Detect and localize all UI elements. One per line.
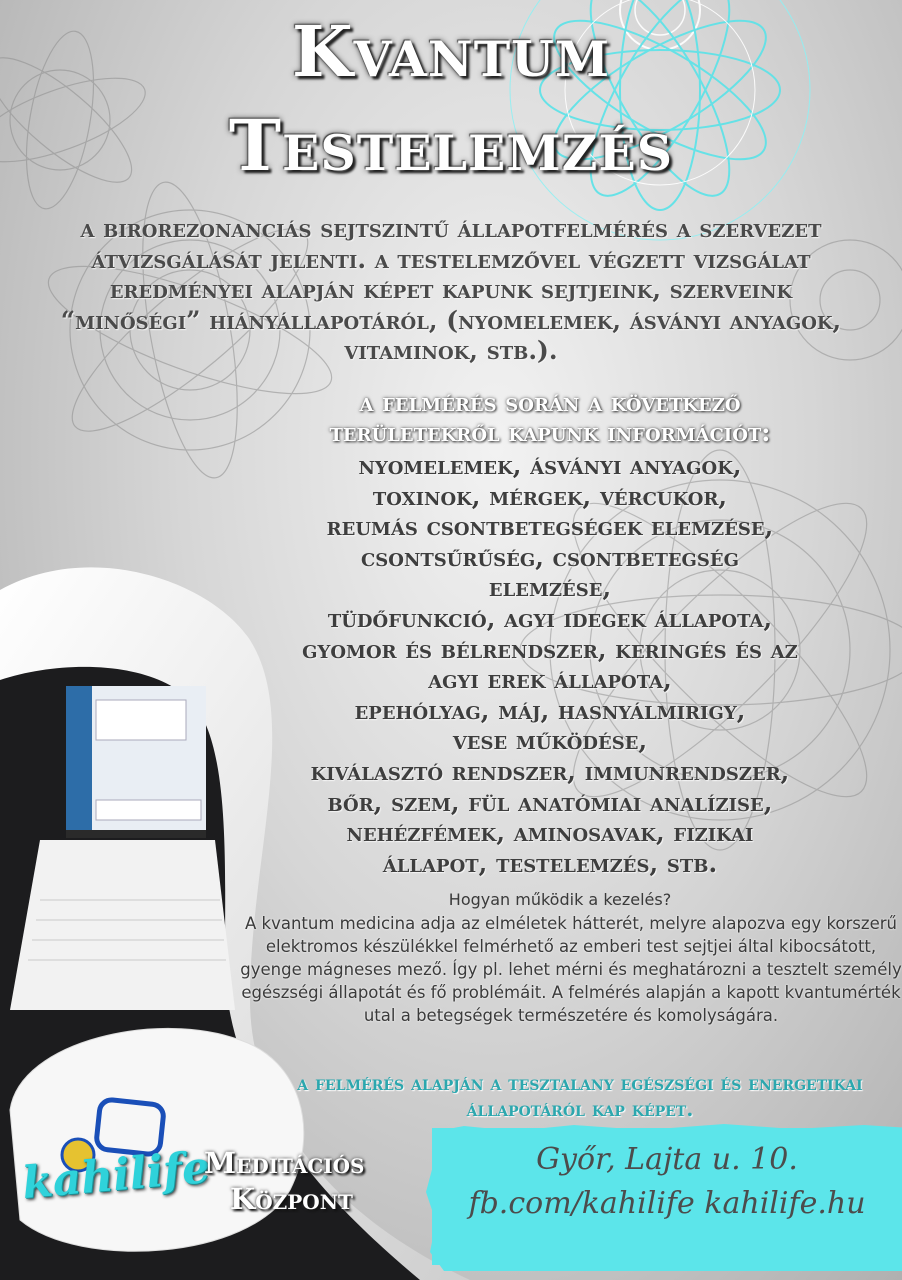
list-item: kiválasztó rendszer, immunrendszer, [310, 756, 790, 786]
logo-brand: kahilife [20, 1141, 212, 1210]
contact-web[interactable]: fb.com/kahilife kahilife.hu [468, 1186, 866, 1221]
list-item: epehólyag, máj, hasnyálmirigy, [354, 695, 746, 725]
areas-heading-line-2: területekről kapunk információt: [329, 418, 771, 447]
list-item: bőr, szem, fül anatómiai analízise, [327, 787, 773, 817]
list-item: reumás csontbetegségek elemzése, [326, 512, 774, 542]
areas-heading-line-1: a felmérés során a következő [359, 388, 741, 417]
logo-line-2: Központ [230, 1182, 353, 1216]
how-body: A kvantum medicina adja az elméletek hátterét, melyre alapozva egy korszerű elektromos készülékkel felmérhető az emberi test sejtjei által kibocsátott, gyenge mágneses mező. Így pl. lehet mérni és meghatározni a tesztelt személy egészségi állapotát és fő problémáit. A felmérés alapján a kapott kvantumérték utal a betegségek természetére és komolyságára. [240, 914, 902, 1025]
areas-heading [250, 388, 850, 448]
title-line-1: Kvantum [291, 10, 611, 93]
areas-list [240, 451, 860, 879]
contact-box [432, 1128, 902, 1265]
summary-text: a felmérés alapján a tesztalany egészségi és energetikai állapotáról kap képet. [297, 1071, 863, 1121]
list-item: nyomelemek, ásványi anyagok, [358, 451, 742, 480]
list-item: elemzése, [488, 573, 612, 603]
list-item: agyi erek állapota, [428, 665, 672, 695]
contact-address: Győr, Lajta u. 10. [536, 1142, 798, 1177]
list-item: vese működése, [452, 726, 648, 756]
intro-paragraph: a birorezonanciás sejtszintű állapotfelmérés a szervezet átvizsgálását jelenti. a testelemzővel végzett vizsgálat eredményei alapján képet kapunk sejtjeink, szerveink “minőségi” hiányállapotáról, (nyomelemek, ásványi anyagok, vitaminok, stb.). [60, 214, 842, 365]
list-item: tüdőfunkció, agyi idegek állapota, [327, 603, 773, 633]
list-item: állapot, testelemzés, stb. [382, 848, 718, 878]
list-item: csontsűrűség, csontbetegség [360, 542, 740, 572]
list-item: toxinok, mérgek, vércukor, [372, 481, 728, 511]
how-title: Hogyan működik a kezelés? [448, 890, 672, 909]
list-item: gyomor és bélrendszer, keringés és az [302, 634, 798, 664]
title-line-2: Testelemzés [228, 104, 674, 187]
list-item: nehézfémek, aminosavak, fizikai [346, 818, 754, 848]
logo-line-1: Meditációs [204, 1146, 365, 1180]
